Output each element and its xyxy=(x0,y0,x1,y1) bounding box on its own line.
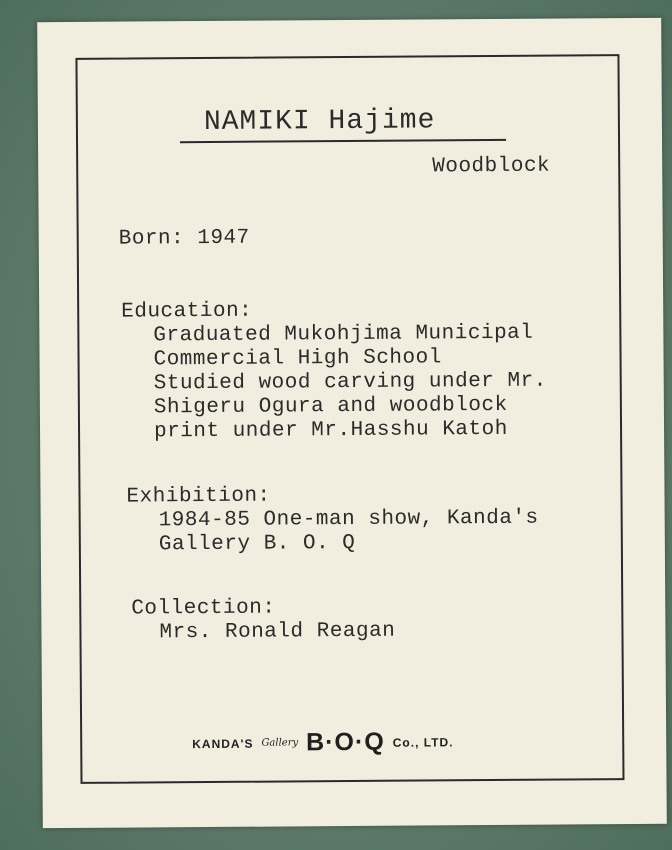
medium-label: Woodblock xyxy=(432,154,551,179)
education-line: Shigeru Ogura and woodblock xyxy=(153,393,508,420)
exhibition-heading: Exhibition: xyxy=(126,484,271,509)
gallery-footer xyxy=(192,727,453,758)
education-line: Studied wood carving under Mr. xyxy=(153,369,547,396)
artist-label-card xyxy=(37,18,667,828)
education-line: Graduated Mukohjima Municipal xyxy=(153,321,534,348)
footer-kanda: KANDA'S xyxy=(192,736,254,751)
education-line: Commercial High School xyxy=(153,346,442,372)
education-heading: Education: xyxy=(121,299,253,324)
exhibition-line: 1984-85 One-man show, Kanda's xyxy=(158,506,539,533)
artist-name: NAMIKI Hajime xyxy=(203,105,436,139)
education-line: print under Mr.Hasshu Katoh xyxy=(153,417,508,444)
exhibition-line: Gallery B. O. Q xyxy=(158,531,356,557)
collection-line: Mrs. Ronald Reagan xyxy=(159,619,396,645)
born-line: Born: 1947 xyxy=(118,226,250,251)
gallery-logo: B·O·Q xyxy=(306,727,385,757)
footer-company: Co., LTD. xyxy=(392,734,454,750)
footer-gallery: Gallery xyxy=(261,737,299,749)
collection-heading: Collection: xyxy=(131,596,276,621)
